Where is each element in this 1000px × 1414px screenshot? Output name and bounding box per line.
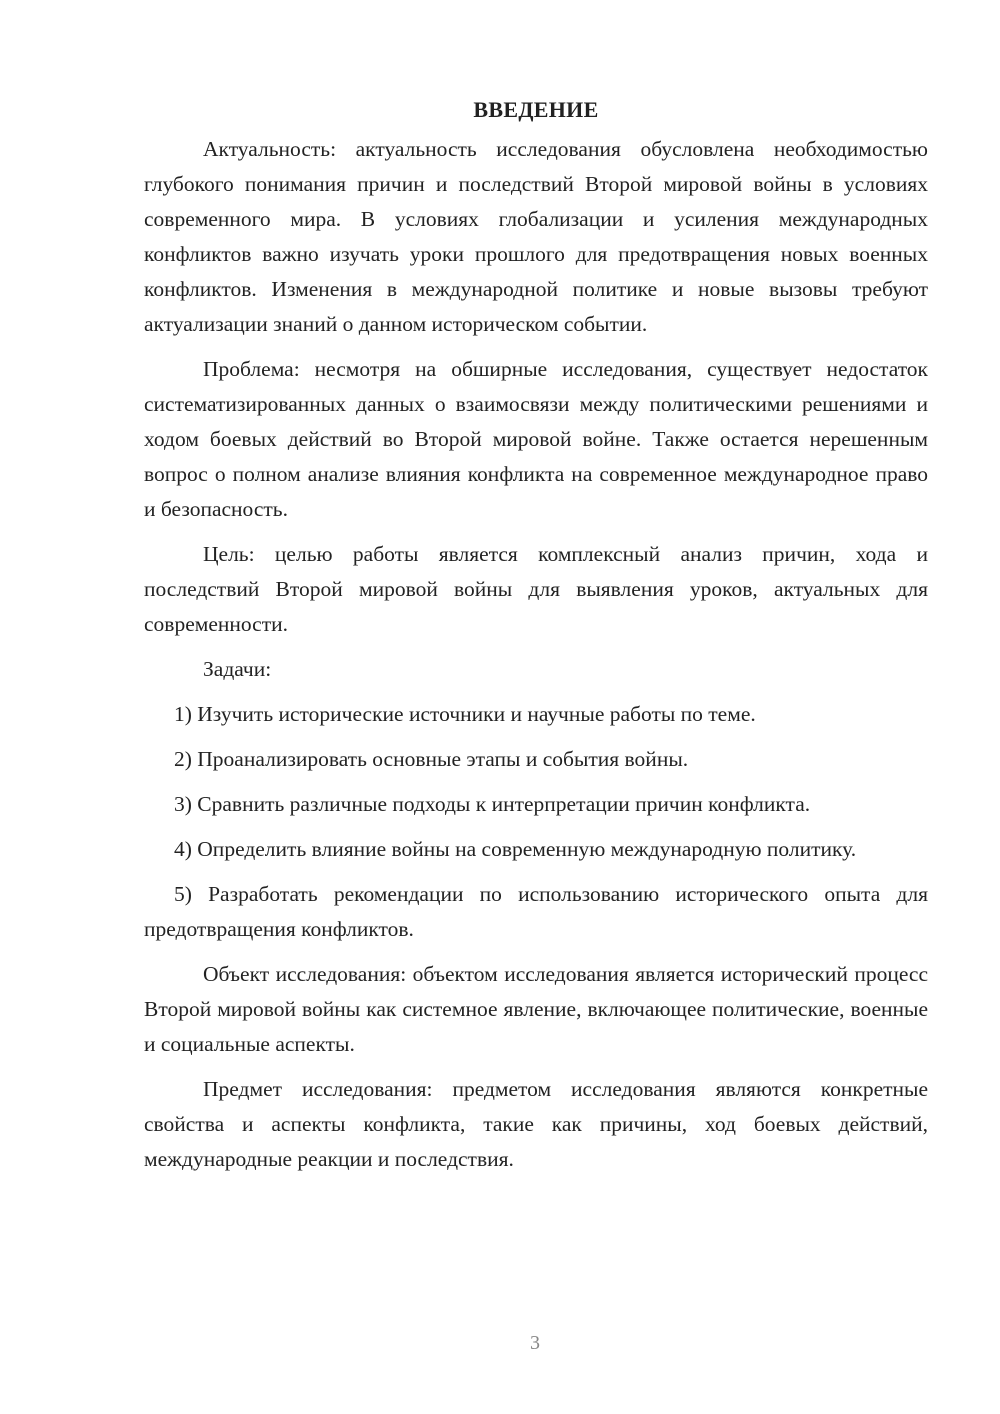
paragraph-goal: Цель: целью работы является комплексный анализ причин, хода и последствий Второй мировой войны для выявления уроков, актуальных для современности. bbox=[144, 542, 928, 636]
paragraph-problem: Проблема: несмотря на обширные исследования, существует недостаток систематизированных данных о взаимосвязи между политическими решениями и ходом боевых действий во Второй мировой войне. Также остается нерешенным вопрос о полном анализе влияния конфликта на современное международное право и безопасность. bbox=[144, 357, 928, 521]
page-number: 3 bbox=[530, 1332, 540, 1354]
task-item-4: 4) Определить влияние войны на современную международную политику. bbox=[174, 837, 857, 861]
paragraph-subject: Предмет исследования: предметом исследования являются конкретные свойства и аспекты конфликта, такие как причины, ход боевых действий, международные реакции и последствия. bbox=[144, 1077, 928, 1171]
paragraph-tasks-heading: Задачи: bbox=[203, 657, 272, 681]
task-item-1: 1) Изучить исторические источники и научные работы по теме. bbox=[174, 702, 756, 726]
paragraph-object: Объект исследования: объектом исследования является исторический процесс Второй мировой войны как системное явление, включающее политические, военные и социальные аспекты. bbox=[144, 962, 928, 1056]
document-page bbox=[144, 92, 928, 1187]
task-item-5: 5) Разработать рекомендации по использованию исторического опыта для предотвращения конфликтов. bbox=[144, 882, 928, 941]
task-item-2: 2) Проанализировать основные этапы и события войны. bbox=[174, 747, 689, 771]
task-item-3: 3) Сравнить различные подходы к интерпретации причин конфликта. bbox=[174, 792, 811, 816]
paragraph-relevance: Актуальность: актуальность исследования обусловлена необходимостью глубокого понимания причин и последствий Второй мировой войны в условиях современного мира. В условиях глобализации и усиления международных конфликтов важно изучать уроки прошлого для предотвращения новых военных конфликтов. Изменения в международной политике и новые вызовы требуют актуализации знаний о данном историческом событии. bbox=[144, 137, 928, 336]
section-title: ВВЕДЕНИЕ bbox=[473, 97, 599, 122]
